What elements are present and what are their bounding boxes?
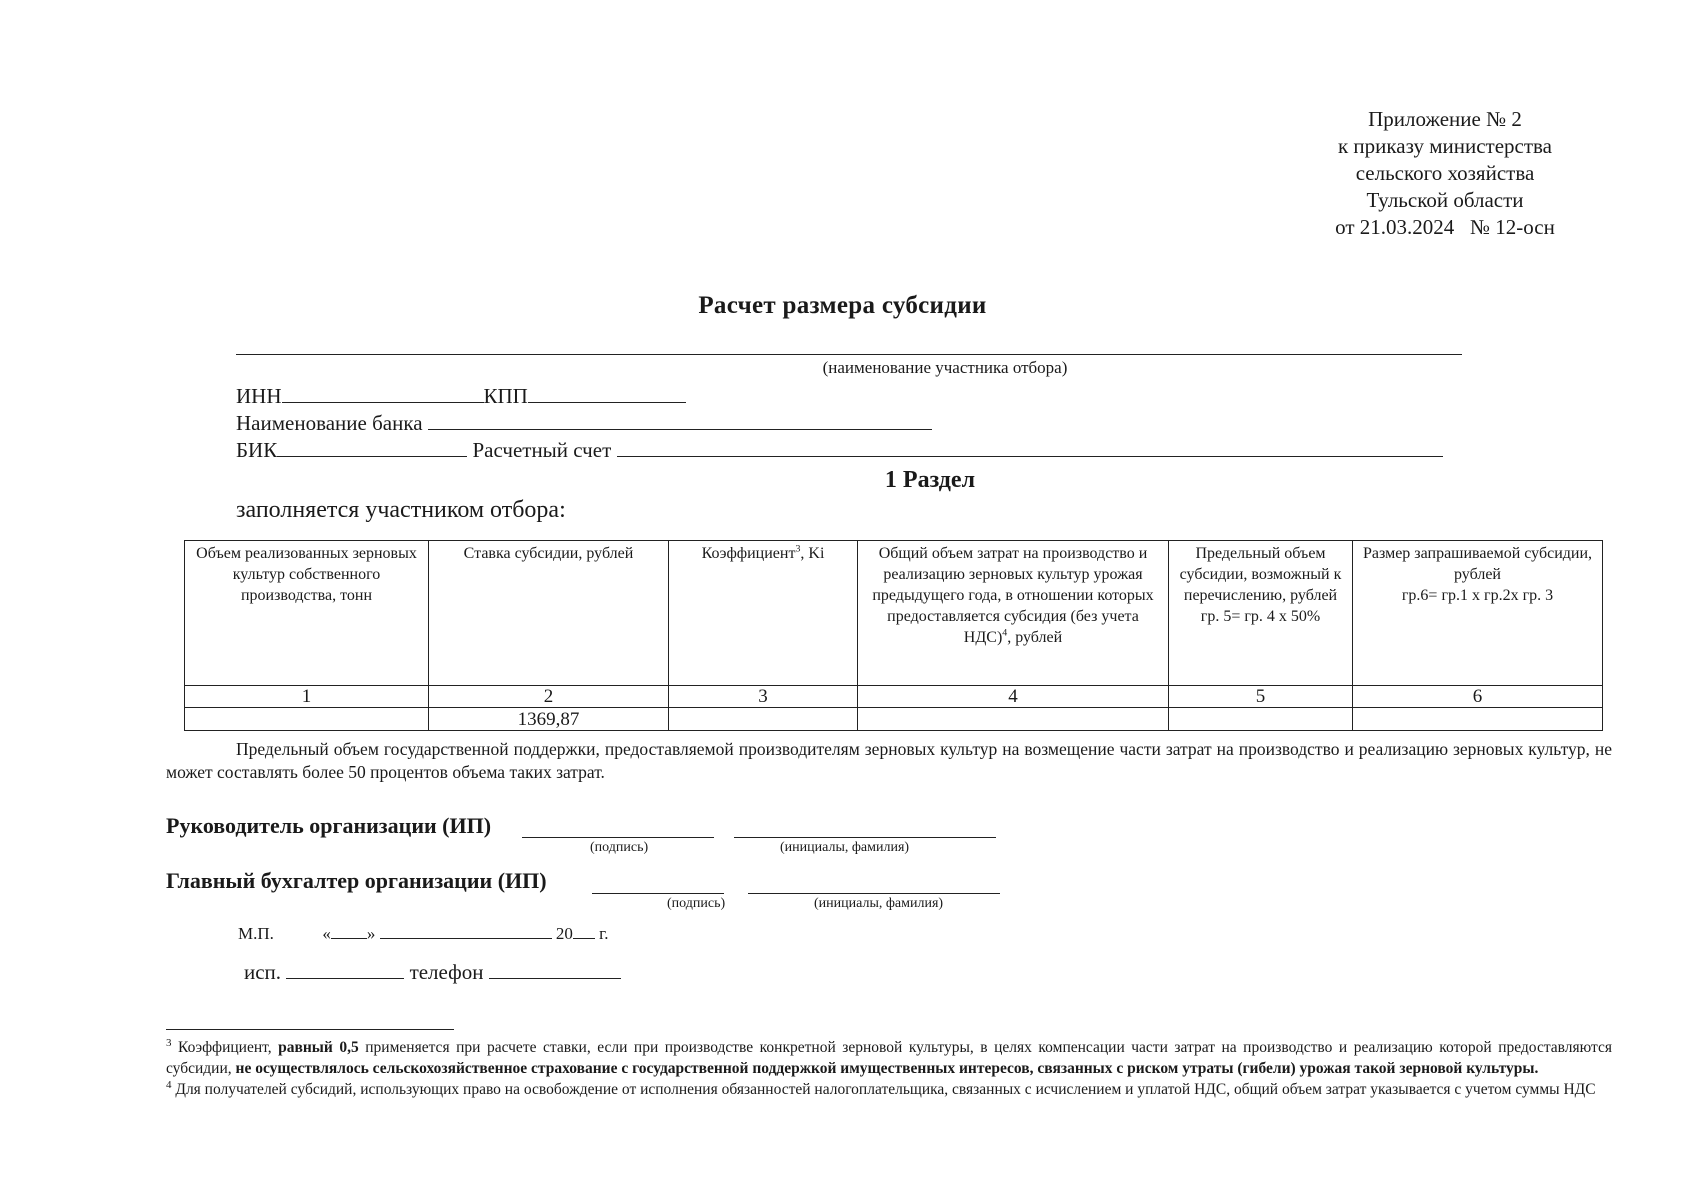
head-signature-caption: (подпись) [590,840,649,855]
column-number: 3 [669,686,858,708]
quote-open: « [322,924,331,943]
accountant-signature-label: Главный бухгалтер организации (ИП) [166,868,547,893]
inn-label: ИНН [236,384,282,408]
accountant-name-line[interactable] [748,893,1000,894]
appendix-line-5: от 21.03.2024 № 12-осн [1335,215,1555,239]
bank-label: Наименование банка [236,411,423,435]
header-requested-subsidy: Размер запрашиваемой субсидии, рублей гр.6= гр.1 х гр.2х гр. 3 [1353,541,1603,686]
bik-label: БИК [236,438,278,462]
phone-label: телефон [409,960,484,984]
head-signature-line[interactable] [522,837,714,838]
section-title: 1 Раздел [884,467,976,493]
year-suffix: г. [599,924,609,943]
inn-field[interactable] [282,384,484,403]
appendix-line-1: Приложение № 2 [1368,107,1522,131]
month-field[interactable] [380,924,552,939]
executor-row [244,960,621,985]
cell-max-subsidy[interactable] [1169,708,1353,731]
cell-volume[interactable] [185,708,429,731]
header-total-costs: Общий объем затрат на производство и реализацию зерновых культур урожая предыдущего года, в отношении которых предоставляется субсидия (без учета НДС)$^4$, рублей [858,541,1169,686]
cell-coefficient[interactable] [669,708,858,731]
bik-field[interactable] [277,438,467,457]
inn-kpp-row [236,384,686,409]
column-number: 6 [1353,686,1603,708]
quote-close: » [366,924,376,943]
header-max-subsidy: Предельный объем субсидии, возможный к перечислению, рублей гр. 5= гр. 4 х 50% [1169,541,1353,686]
bik-account-row [236,438,1443,463]
cell-requested-subsidy[interactable] [1353,708,1603,731]
footnotes [166,1037,1612,1100]
accountant-signature-caption: (подпись) [667,896,726,911]
participant-name-line[interactable] [236,354,1462,355]
participant-caption: (наименование участника отбора) [822,358,1068,377]
head-signature-label: Руководитель организации (ИП) [166,813,492,838]
support-limit-note: Предельный объем государственной поддержки, предоставляемой производителям зерновых культур на возмещение части затрат на производство и реализацию зерновых культур, не может составлять более 50 процентов объема таких затрат. [166,739,1612,782]
footnote-3: $^3$ Коэффициент, равный 0,5 применяется при расчете ставки, если при производстве конкретной зерновой культуры, в целях компенсации части затрат на производство и реализацию которой предоставляются субсидии, не осуществлялось сельскохозяйственное страхование с государственной поддержкой имущественных интересов, связанных с риском утраты (гибели) урожая такой зерновой культуры. [166,1036,1612,1077]
header-coefficient: Коэффициент$^3$, Ki [669,541,858,686]
account-field[interactable] [617,438,1443,457]
header-volume: Объем реализованных зерновых культур собственного производства, тонн [185,541,429,686]
phone-field[interactable] [489,960,621,979]
accountant-signature-line[interactable] [592,893,724,894]
stamp-date-row [238,924,608,944]
footnote-4: $^4$ Для получателей субсидий, использующих право на освобождение от исполнения обязанностей налогоплательщика, связанных с исчислением и уплатой НДС, общий объем затрат указывается с учетом суммы НДС [166,1078,1596,1098]
table-value-row [185,708,1603,731]
appendix-line-2: к приказу министерства [1337,134,1553,158]
document-title: Расчет размера субсидии [698,292,987,319]
bank-field[interactable] [428,411,932,430]
year-prefix: 20 [555,924,573,943]
kpp-label: КПП [483,384,528,408]
head-name-line[interactable] [734,837,996,838]
bank-row [236,411,932,436]
filled-by-note: заполняется участником отбора: [236,497,566,523]
appendix-line-4: Тульской области [1366,188,1524,212]
accountant-name-caption: (инициалы, фамилия) [814,896,944,911]
column-number: 2 [429,686,669,708]
table-header-row [185,541,1603,686]
table-number-row [185,686,1603,708]
day-field[interactable] [331,924,367,939]
head-name-caption: (инициалы, фамилия) [780,840,910,855]
footnote-separator [166,1029,454,1030]
executor-label: исп. [244,960,282,984]
column-number: 4 [858,686,1169,708]
appendix-line-3: сельского хозяйства [1355,161,1535,185]
kpp-field[interactable] [528,384,686,403]
appendix-header [1290,106,1600,241]
column-number: 1 [185,686,429,708]
executor-field[interactable] [286,960,404,979]
account-label: Расчетный счет [472,438,612,462]
cell-rate[interactable]: 1369,87 [429,708,669,731]
stamp-label: М.П. [238,924,274,943]
column-number: 5 [1169,686,1353,708]
header-rate: Ставка субсидии, рублей [429,541,669,686]
subsidy-calculation-table [184,540,1603,731]
year-field[interactable] [573,924,595,939]
cell-total-costs[interactable] [858,708,1169,731]
